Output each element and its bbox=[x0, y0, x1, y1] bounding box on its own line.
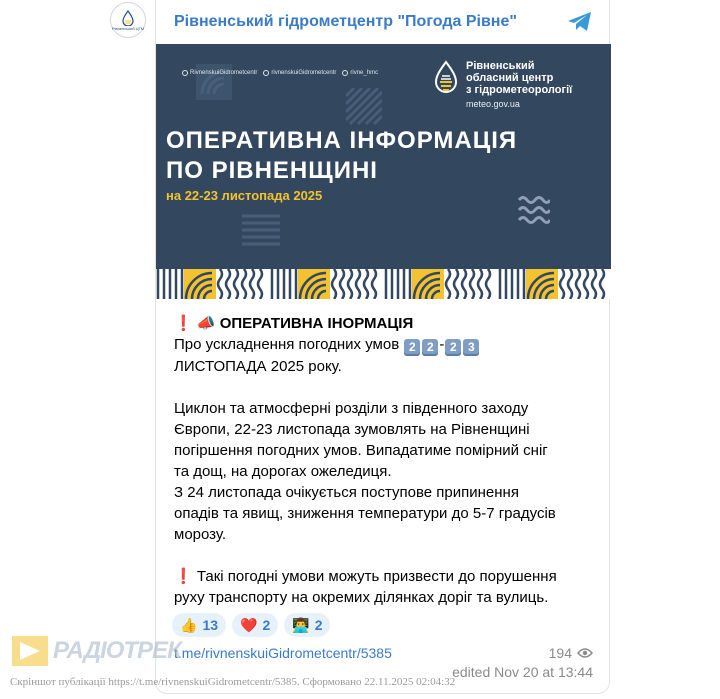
banner-date: на 22-23 листопада 2025 bbox=[166, 188, 323, 203]
message-heading bbox=[174, 313, 599, 334]
view-count bbox=[549, 645, 593, 661]
reaction-heart[interactable] bbox=[232, 613, 278, 637]
screenshot-credit: Скріншот публікації https://t.me/rivnenskuiGidrometcentr/5385. Сформовано 22.11.2025 02:04:32 bbox=[10, 676, 456, 688]
reaction-count: 2 bbox=[314, 617, 323, 633]
message-heading-text: ОПЕРАТИВНА ІНОРМАЦІЯ bbox=[219, 315, 414, 332]
social-handles bbox=[182, 70, 378, 76]
paragraph-line: Циклон та атмосферні розділи з південного заходу bbox=[174, 400, 529, 417]
warning-line bbox=[174, 566, 599, 587]
headline-line: ПО РІВНЕНЩИНІ bbox=[166, 157, 378, 184]
warning-text: Такі погодні умови можуть призвести до порушення bbox=[196, 568, 557, 585]
eye-icon bbox=[577, 647, 593, 659]
droplet-logo-icon bbox=[432, 60, 460, 96]
paragraph-line: З 24 листопада очікується поступове припинення bbox=[174, 484, 519, 501]
keycap-digit: 2 bbox=[422, 339, 438, 356]
exclamation-emoji-icon: ❗ bbox=[174, 568, 193, 585]
paragraph-line: та дощ, на дорогах ожеледиця. bbox=[174, 463, 392, 480]
thumbs-up-icon: 👍 bbox=[180, 616, 198, 633]
social-handle: RivnenskuiGidrometcentr bbox=[190, 70, 258, 76]
watermark-logo bbox=[10, 634, 181, 668]
message-text bbox=[174, 313, 599, 608]
warning-line: руху транспорту на окремих ділянках доріг та вулиць. bbox=[174, 589, 549, 606]
headline-line: ОПЕРАТИВНА ІНФОРМАЦІЯ bbox=[166, 127, 518, 154]
paragraph-line: морозу. bbox=[174, 526, 227, 543]
post-link[interactable]: t.me/rivnenskuiGidrometcentr/5385 bbox=[174, 645, 392, 661]
watermark-brand: РАДІОТРЕК bbox=[53, 637, 181, 664]
pattern-band bbox=[156, 269, 611, 299]
channel-avatar[interactable] bbox=[110, 2, 146, 38]
reactions-bar bbox=[172, 613, 330, 637]
intro-tail: ЛИСТОПАДА 2025 року. bbox=[174, 358, 342, 375]
post-banner-image[interactable] bbox=[156, 44, 611, 299]
lines-decor-icon bbox=[242, 214, 280, 248]
instagram-icon bbox=[263, 70, 269, 76]
social-handle: rivne_hmc bbox=[350, 70, 379, 76]
reaction-technologist[interactable] bbox=[284, 613, 330, 637]
org-brand bbox=[432, 60, 572, 110]
facebook-icon bbox=[182, 70, 188, 76]
telegram-icon[interactable] bbox=[567, 10, 593, 34]
keycap-digit: 3 bbox=[463, 339, 479, 356]
org-site: meteo.gov.ua bbox=[466, 99, 520, 109]
technologist-icon: 👨‍💻 bbox=[292, 616, 310, 633]
message-card bbox=[155, 0, 610, 694]
alert-emoji-icon: ❗ 📣 bbox=[174, 315, 216, 332]
social-handle: rivnenskuiGidrometcentr bbox=[271, 70, 337, 76]
paragraph-line: Європи, 22-23 листопада зумовлять на Рівненщині bbox=[174, 421, 530, 438]
radio-logo-icon bbox=[10, 634, 50, 668]
droplet-logo-icon bbox=[121, 10, 135, 26]
reaction-count: 2 bbox=[262, 617, 271, 633]
pattern-band-decor-icon bbox=[156, 269, 611, 299]
keycap-digit: 2 bbox=[404, 339, 420, 356]
date-separator: - bbox=[439, 336, 445, 353]
intro-text: Про ускладнення погодних умов bbox=[174, 336, 400, 353]
edited-timestamp: edited Nov 20 at 13:44 bbox=[452, 664, 593, 680]
org-name-line: з гідрометеорології bbox=[466, 84, 573, 96]
channel-title[interactable]: Рівненський гідрометцентр "Погода Рівне" bbox=[174, 13, 517, 30]
org-name-line: Рівненський bbox=[466, 60, 535, 72]
views-number: 194 bbox=[548, 645, 572, 661]
avatar-label: Рівненський ЦГМ bbox=[111, 25, 145, 31]
banner-headline bbox=[166, 126, 517, 186]
paragraph-line: опадів та явищ, зниження температури до 5-7 градусів bbox=[174, 505, 556, 522]
message-intro bbox=[174, 334, 599, 356]
keycap-digit: 2 bbox=[445, 339, 461, 356]
reaction-count: 13 bbox=[202, 617, 219, 633]
telegram-small-icon bbox=[342, 70, 348, 76]
heart-icon: ❤️ bbox=[240, 616, 258, 633]
org-name-line: обласний центр bbox=[466, 72, 554, 84]
paragraph-line: погіршення погодних умов. Випадатиме помірний сніг bbox=[174, 442, 548, 459]
waves-decor-icon bbox=[518, 194, 550, 228]
stripes-decor-icon bbox=[346, 88, 382, 128]
